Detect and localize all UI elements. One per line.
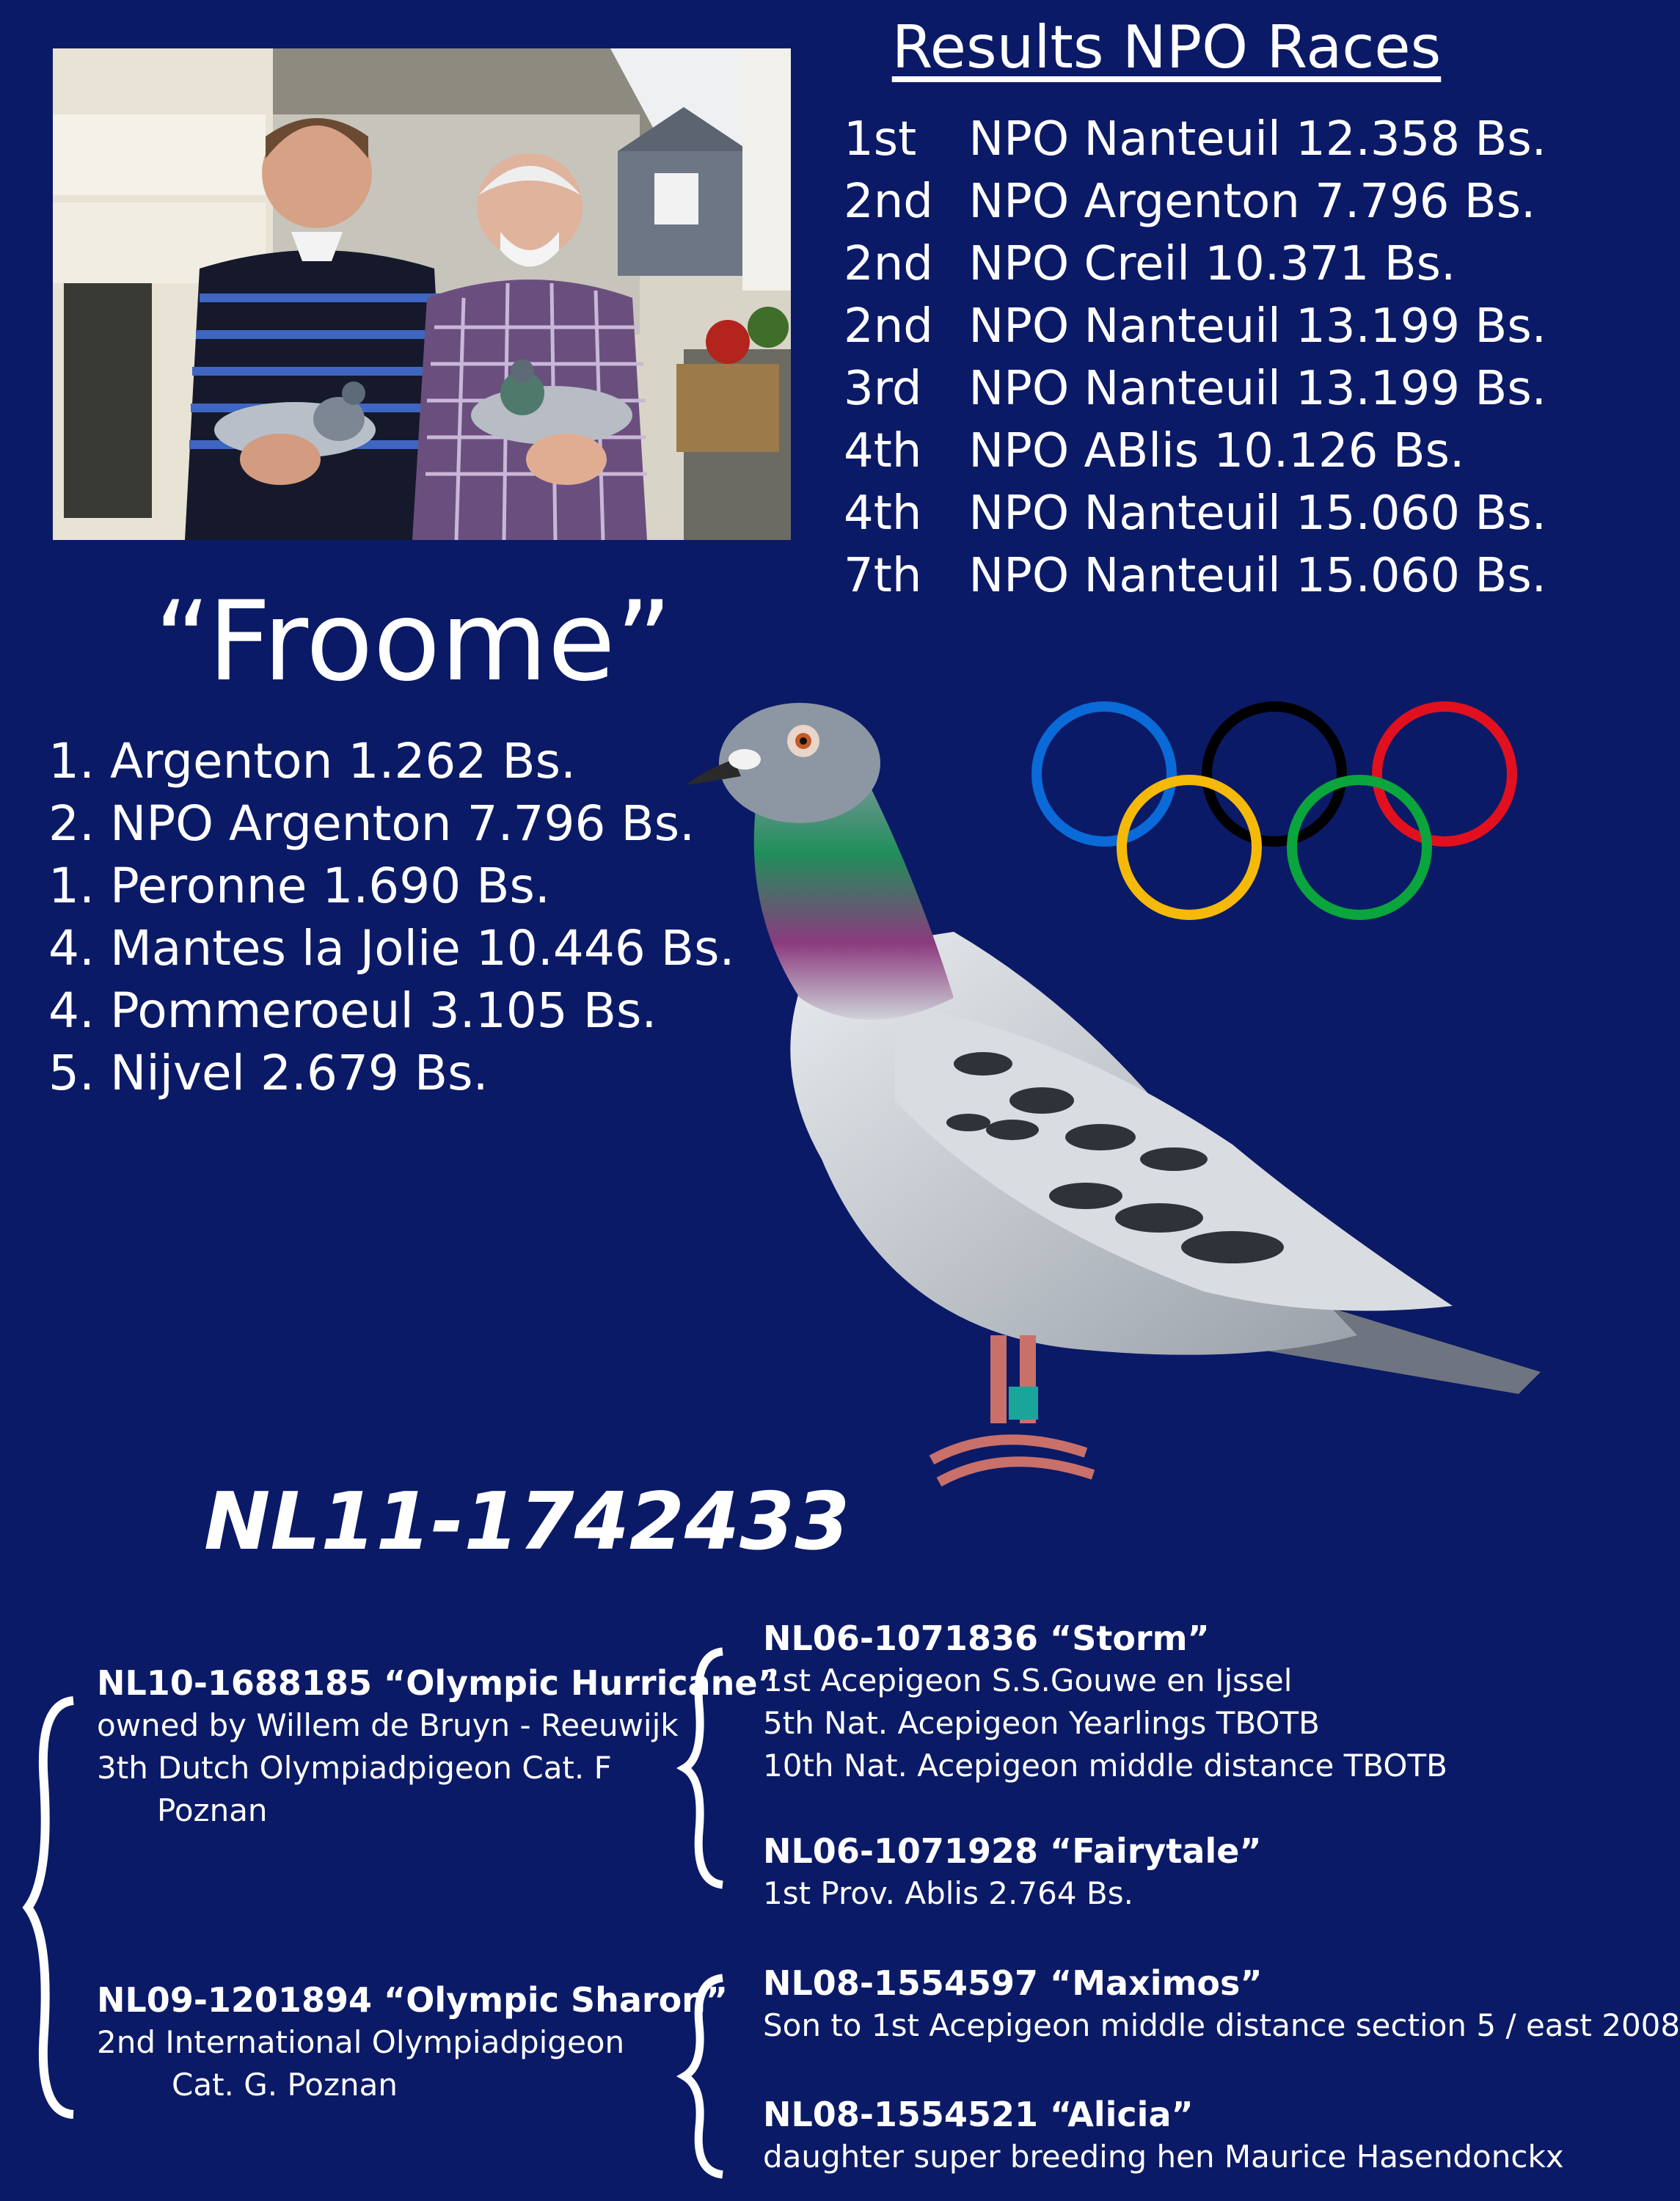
sire-line: owned by Willem de Bruyn - Reeuwijk bbox=[97, 1707, 679, 1743]
dam-line: 2nd International Olympiadpigeon bbox=[97, 2024, 625, 2060]
result-row bbox=[844, 545, 1548, 607]
sire-sire-name: NL06-1071836 “Storm” bbox=[763, 1618, 1210, 1658]
result-row bbox=[844, 420, 1548, 483]
pedigree-sire-dam bbox=[763, 1830, 1262, 1915]
dam-sire-line: Son to 1st Acepigeon middle distance section 5 / east 2008 bbox=[763, 2007, 1680, 2043]
dam-dam-name: NL08-1554521 “Alicia” bbox=[763, 2095, 1194, 2134]
pedigree-dam-sire bbox=[763, 1962, 1680, 2047]
result-race: NPO Creil 10.371 Bs. bbox=[968, 237, 1456, 291]
performance-list bbox=[48, 730, 767, 1104]
sire-sire-line: 10th Nat. Acepigeon middle distance TBOTB bbox=[763, 1748, 1447, 1784]
result-row bbox=[844, 233, 1548, 296]
dam-dam-line: daughter super breeding hen Maurice Hasendonckx bbox=[763, 2139, 1564, 2175]
result-race: NPO Argenton 7.796 Bs. bbox=[968, 175, 1536, 229]
pigeon-image bbox=[675, 690, 1548, 1563]
pedigree-sire bbox=[97, 1662, 780, 1832]
performance-item: 4. Mantes la Jolie 10.446 Bs. bbox=[48, 920, 735, 977]
dam-line: Cat. G. Poznan bbox=[172, 2067, 398, 2103]
sire-line: 3th Dutch Olympiadpigeon Cat. F bbox=[97, 1750, 612, 1786]
result-place: 4th bbox=[844, 486, 922, 541]
sire-sire-line: 1st Acepigeon S.S.Gouwe en Ijssel bbox=[763, 1662, 1293, 1698]
result-race: NPO Nanteuil 13.199 Bs. bbox=[968, 362, 1546, 416]
pedigree-dam bbox=[97, 1979, 728, 2106]
pedigree-sire-sire bbox=[763, 1617, 1447, 1787]
result-place: 2nd bbox=[844, 175, 933, 229]
result-row bbox=[844, 358, 1548, 420]
owners-photo bbox=[53, 48, 791, 540]
result-place: 2nd bbox=[844, 237, 933, 291]
pigeon-name: “Froome” bbox=[154, 578, 673, 706]
performance-item: 4. Pommeroeul 3.105 Bs. bbox=[48, 982, 657, 1039]
result-row bbox=[844, 109, 1548, 171]
result-place: 7th bbox=[844, 549, 922, 603]
results-title: Results NPO Races bbox=[891, 13, 1442, 81]
results-list bbox=[844, 109, 1548, 607]
pedigree-brace-parents bbox=[22, 1695, 81, 2120]
dam-name: NL09-1201894 “Olympic Sharon” bbox=[97, 1980, 728, 2020]
result-row bbox=[844, 296, 1548, 358]
sire-dam-line: 1st Prov. Ablis 2.764 Bs. bbox=[763, 1875, 1133, 1911]
pedigree-dam-dam bbox=[763, 2093, 1564, 2178]
ring-number: NL11-1742433 bbox=[204, 1476, 850, 1568]
result-row bbox=[844, 483, 1548, 545]
result-place: 2nd bbox=[844, 299, 933, 354]
performance-item: 1. Peronne 1.690 Bs. bbox=[48, 858, 550, 914]
sire-dam-name: NL06-1071928 “Fairytale” bbox=[763, 1831, 1262, 1871]
result-place: 4th bbox=[844, 424, 922, 478]
result-race: NPO ABlis 10.126 Bs. bbox=[968, 424, 1465, 478]
performance-item: 5. Nijvel 2.679 Bs. bbox=[48, 1045, 489, 1101]
result-place: 3rd bbox=[844, 362, 922, 416]
performance-item: 2. NPO Argenton 7.796 Bs. bbox=[48, 795, 695, 852]
result-place: 1st bbox=[844, 112, 917, 167]
sire-name: NL10-1688185 “Olympic Hurricane” bbox=[97, 1663, 780, 1703]
result-race: NPO Nanteuil 13.199 Bs. bbox=[968, 299, 1546, 354]
dam-sire-name: NL08-1554597 “Maximos” bbox=[763, 1963, 1263, 2003]
performance-item: 1. Argenton 1.262 Bs. bbox=[48, 733, 577, 789]
result-race: NPO Nanteuil 15.060 Bs. bbox=[968, 549, 1546, 603]
sire-line: Poznan bbox=[157, 1792, 268, 1828]
result-row bbox=[844, 171, 1548, 233]
result-race: NPO Nanteuil 15.060 Bs. bbox=[968, 486, 1546, 541]
result-race: NPO Nanteuil 12.358 Bs. bbox=[968, 112, 1546, 167]
sire-sire-line: 5th Nat. Acepigeon Yearlings TBOTB bbox=[763, 1705, 1320, 1741]
